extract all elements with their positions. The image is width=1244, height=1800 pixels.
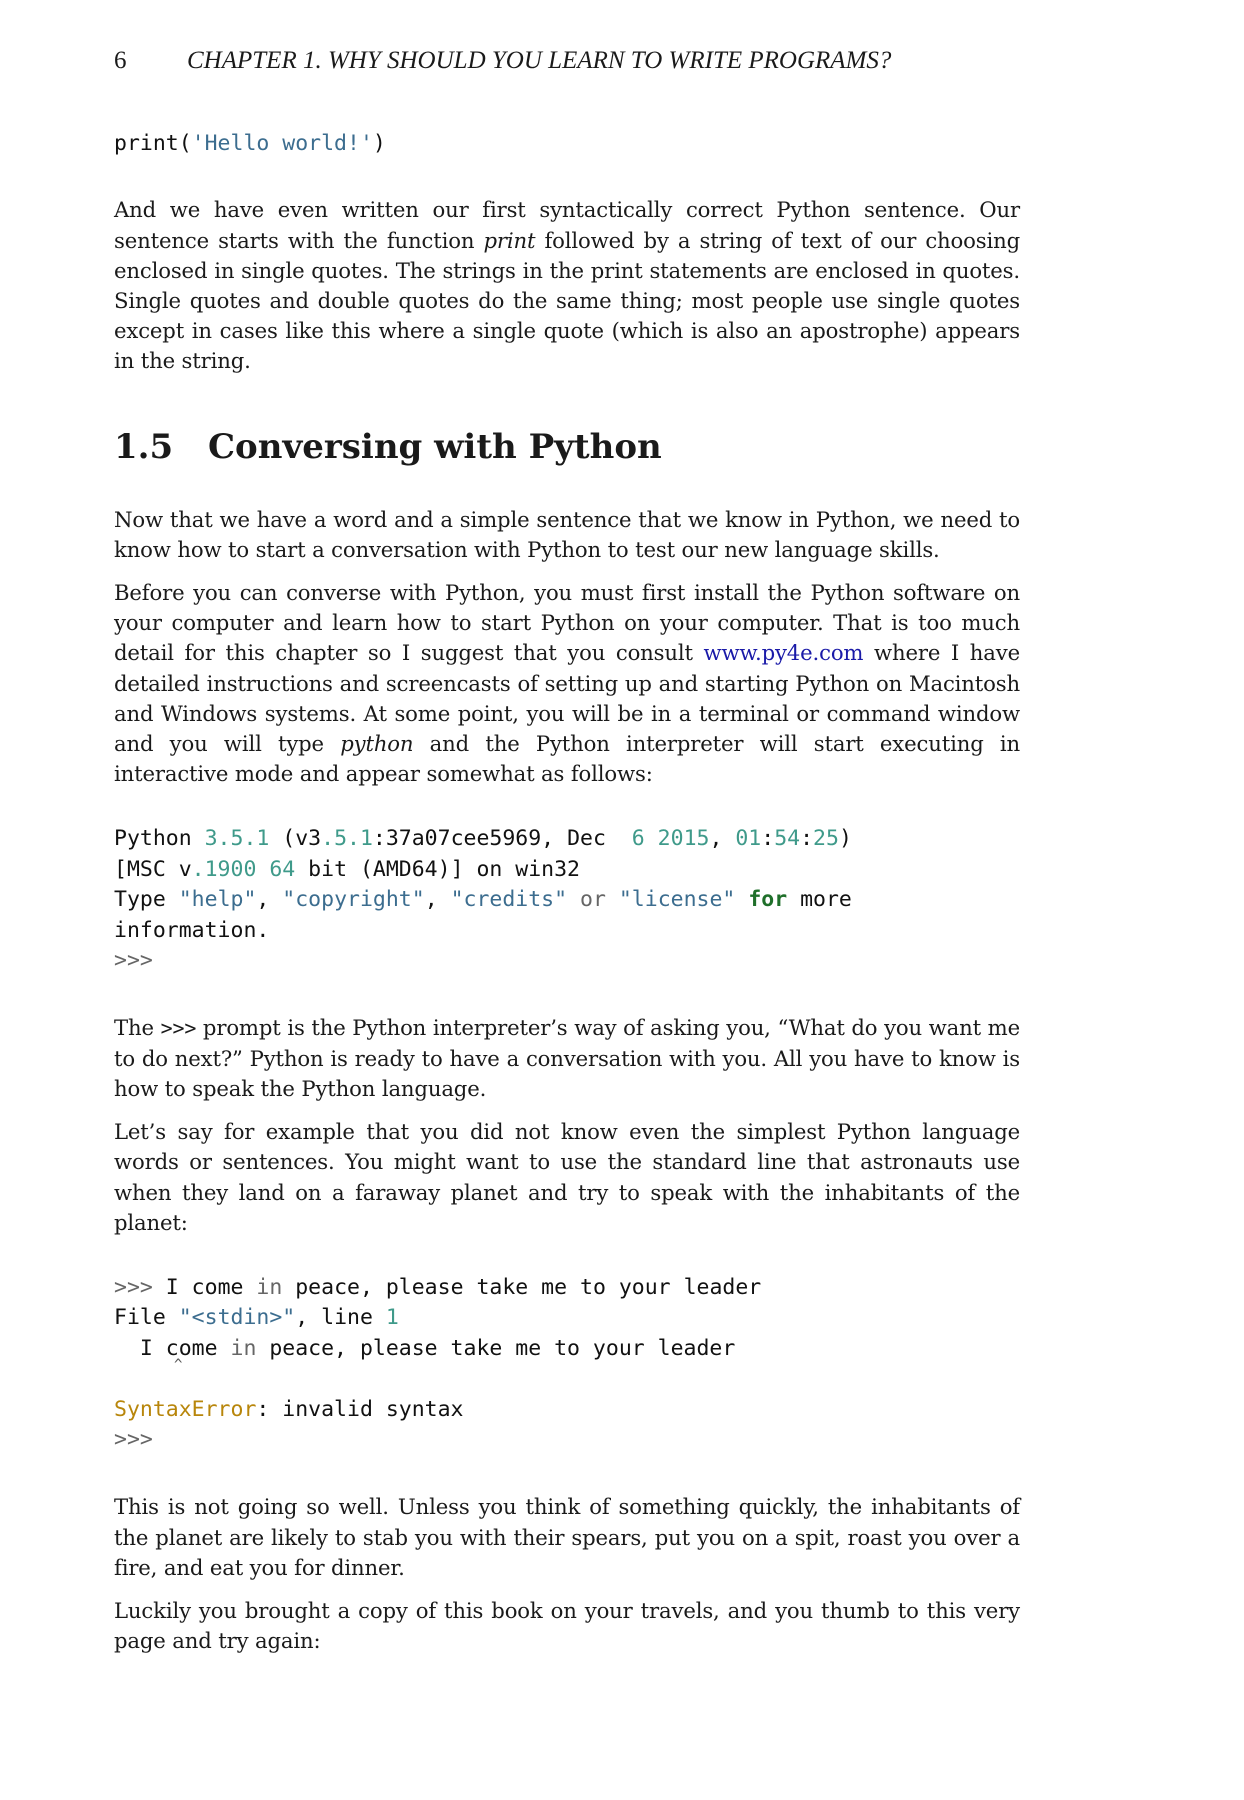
- code-number: 3.5.1: [204, 826, 270, 852]
- code-token: :37a07cee5969, Dec: [372, 826, 632, 852]
- emphasis-print: print: [483, 227, 536, 253]
- code-token: ,: [424, 887, 451, 913]
- paragraph-luckily: Luckily you brought a copy of this book on your travels, and you thumb to this very page and try again:: [114, 1597, 1020, 1654]
- chapter-title: CHAPTER 1. WHY SHOULD YOU LEARN TO WRITE PROGRAMS?: [187, 47, 892, 74]
- emphasis-python: python: [340, 731, 414, 757]
- error-caret: ^: [174, 1357, 183, 1374]
- code-prompt: >>>: [114, 948, 153, 974]
- code-string: "help": [178, 887, 257, 913]
- paragraph-astronaut-example: Let’s say for example that you did not know even the simplest Python language words or sentences. You might want to use the standard line that astronauts use when they land on a faraway planet and try to speak with the inhabitants of the planet:: [114, 1119, 1020, 1235]
- page-number: 6: [114, 47, 127, 74]
- code-token: :: [761, 826, 775, 852]
- code-token: ): [372, 131, 386, 156]
- code-token: : invalid syntax: [256, 1396, 464, 1422]
- code-token: ,: [256, 887, 283, 913]
- inline-prompt: >>>: [160, 1016, 197, 1041]
- code-token: , line: [295, 1305, 386, 1331]
- text-run: The: [114, 1015, 161, 1041]
- code-prompt: >>>: [114, 1274, 153, 1300]
- py4e-link[interactable]: www.py4e.com: [703, 640, 864, 666]
- code-token: :: [800, 826, 814, 852]
- caret-line: [114, 1357, 183, 1391]
- code-token: Type: [114, 887, 179, 913]
- code-block-syntax-error: [114, 1273, 1020, 1455]
- code-string: "copyright": [282, 887, 425, 913]
- code-operator: in: [230, 1335, 257, 1361]
- code-number: 25: [813, 826, 839, 852]
- code-number: 1: [385, 1305, 399, 1331]
- code-token: ): [838, 826, 852, 852]
- code-number: .5.1: [321, 826, 373, 852]
- text-run: And we have even written our first syntactically correct Python sentence. Our sentence starts with the function: [114, 197, 1020, 253]
- text-run: Before you can converse with Python, you must first install the Python software on your computer and learn how to start Python on your computer. That is too much detail for this chapter so I suggest that you consult: [114, 580, 1020, 666]
- code-error-name: SyntaxError: [114, 1396, 257, 1422]
- running-header: [114, 40, 1020, 82]
- code-token: ,: [709, 826, 736, 852]
- code-token: information.: [114, 917, 270, 943]
- text-run: where I have detailed instructions and screencasts of setting up and starting Python on Macintosh and Windows systems. At some point, you will be in a terminal or command window and you will type: [114, 640, 1020, 757]
- paragraph-not-going-well: This is not going so well. Unless you think of something quickly, the inhabitants of the planet are likely to stab you with their spears, put you on a spit, roast you over a fire, and eat you for dinner.: [114, 1494, 1020, 1580]
- paragraph-intro-conversation: Now that we have a word and a simple sentence that we know in Python, we need to know how to start a conversation with Python to test our new language skills.: [114, 506, 1020, 562]
- code-token: I come: [114, 1335, 231, 1361]
- code-string: "credits": [450, 887, 568, 913]
- section-number: 1.5: [114, 426, 174, 467]
- code-token: peace, please take me to your leader: [256, 1335, 736, 1361]
- code-token: Python: [114, 826, 205, 852]
- document-page: [114, 40, 1020, 1656]
- code-string: 'Hello world!': [191, 131, 373, 156]
- code-operator: in: [256, 1274, 283, 1300]
- paragraph-install-python: [114, 578, 1020, 789]
- code-operator: or: [567, 887, 619, 913]
- text-run: followed by a string of text of our choosing enclosed in single quotes. The strings in the print statements are enclosed in quotes. Single quotes and double quotes do the same thing; most people use single quotes except in cases like this where a single quote (which is also an apostrophe) appears in the string.: [114, 227, 1021, 374]
- code-token: File: [114, 1305, 179, 1331]
- code-number: .1900 64: [191, 856, 296, 882]
- text-run: prompt is the Python interpreter’s way of asking you, “What do you want me to do next?” Python is ready to have a conversation with you. All you have to know is how to speak the Python language.: [114, 1015, 1021, 1101]
- code-token: print(: [114, 131, 192, 156]
- code-prompt: >>>: [114, 1426, 153, 1452]
- code-token: peace, please take me to your leader: [282, 1274, 762, 1300]
- code-token: I come: [152, 1274, 257, 1300]
- code-block-hello-world: [114, 129, 1020, 159]
- code-number: 54: [774, 826, 801, 852]
- code-token: [735, 887, 748, 912]
- code-number: 01: [735, 826, 762, 852]
- code-string: "license": [618, 887, 736, 913]
- code-token: [MSC v: [114, 856, 192, 882]
- code-token: more: [787, 887, 852, 913]
- code-keyword: for: [748, 887, 788, 913]
- code-block-interpreter-banner: [114, 824, 1020, 976]
- code-number: 6 2015: [631, 826, 710, 852]
- code-string: "<stdin>": [178, 1305, 296, 1331]
- section-heading: [114, 425, 1020, 469]
- section-title: Conversing with Python: [208, 426, 662, 467]
- paragraph-print-sentence: [114, 195, 1020, 376]
- paragraph-prompt-explanation: [114, 1013, 1020, 1104]
- code-token: bit (AMD64)] on win32: [295, 856, 581, 882]
- text-run: and the Python interpreter will start executing in interactive mode and appear somewhat as follows:: [114, 731, 1020, 787]
- code-token: (v3: [269, 826, 322, 852]
